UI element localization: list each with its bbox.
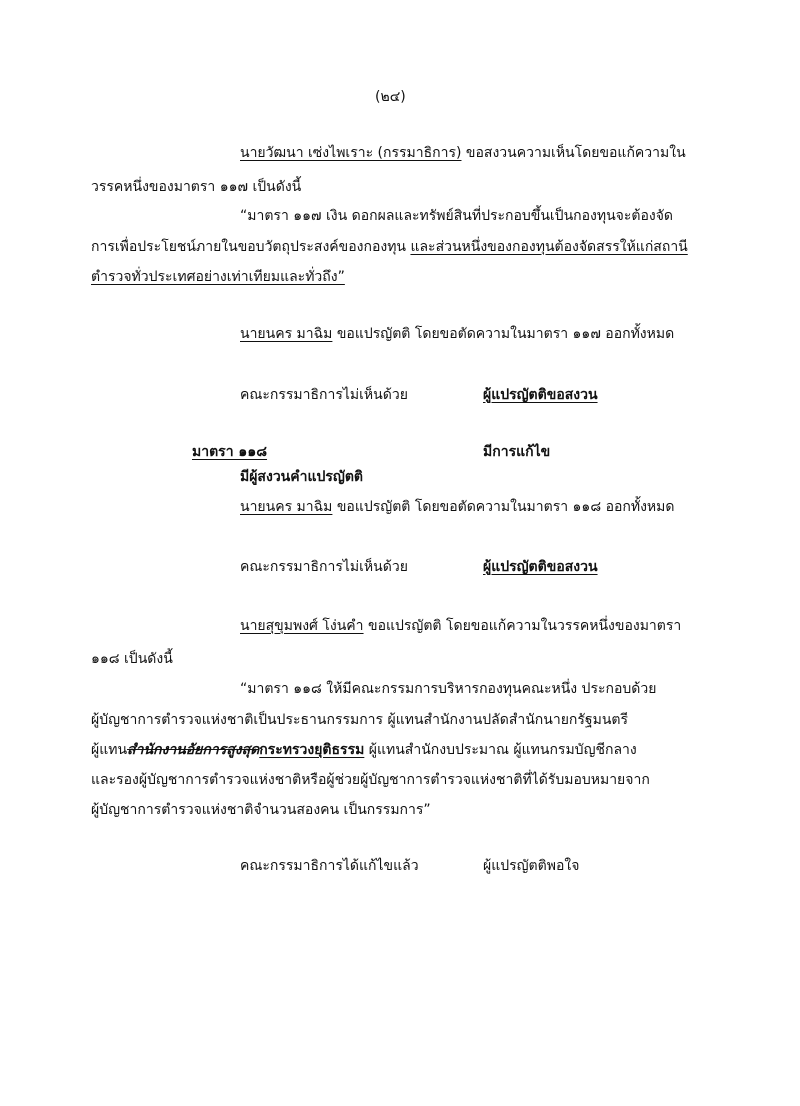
section-status: มีการแก้ไข (483, 444, 551, 460)
amendment-3-line (240, 496, 674, 518)
quote-text: ผู้แทน (91, 742, 128, 758)
member-name: นายวัฒนา เซ่งไพเราะ (กรรมาธิการ) (240, 145, 462, 161)
committee-decision: คณะกรรมาธิการไม่เห็นด้วย (240, 559, 408, 575)
quote-line (91, 739, 637, 761)
member-name: นายสุขุมพงศ์ โง่นคำ (240, 618, 364, 634)
mover-status: ผู้แปรญัตติพอใจ (483, 858, 580, 874)
committee-decision: คณะกรรมาธิการไม่เห็นด้วย (240, 387, 408, 403)
quote-line: “มาตรา ๑๑๘ ให้มีคณะกรรมการบริหารกองทุนคณะหนึ่ง ประกอบด้วย (240, 681, 657, 697)
amendment-4-line-1 (240, 615, 681, 637)
mover-status: ผู้แปรญัตติขอสงวน (483, 387, 598, 403)
mover-status: ผู้แปรญัตติขอสงวน (483, 559, 598, 575)
quote-line (91, 236, 688, 258)
amendment-text: ขอสงวนความเห็นโดยขอแก้ความใน (461, 145, 686, 161)
amendment-text: ขอแปรญัตติ โดยขอตัดความในมาตรา ๑๑๗ ออกทั้งหมด (332, 326, 675, 342)
amendment-text: ขอแปรญัตติ โดยขอตัดความในมาตรา ๑๑๘ ออกทั้งหมด (332, 499, 675, 515)
quote-line: “มาตรา ๑๑๗ เงิน ดอกผลและทรัพย์สินที่ประกอบขึ้นเป็นกองทุนจะต้องจัด (240, 208, 674, 224)
section-subheading: มีผู้สงวนคำแปรญัตติ (240, 469, 364, 485)
section-heading: มาตรา ๑๑๘ (192, 444, 268, 460)
quote-line: และรองผู้บัญชาการตำรวจแห่งชาติหรือผู้ช่วยผู้บัญชาการตำรวจแห่งชาติที่ได้รับมอบหมายจาก (91, 772, 650, 788)
underlined-insertion: กระทรวงยุติธรรม (259, 742, 365, 758)
committee-decision: คณะกรรมาธิการได้แก้ไขแล้ว (240, 858, 419, 874)
quote-text: ผู้แทนสำนักงบประมาณ ผู้แทนกรมบัญชีกลาง (364, 742, 637, 758)
amendment-1-line-2: วรรคหนึ่งของมาตรา ๑๑๗ เป็นดังนี้ (91, 179, 302, 195)
amendment-text: ขอแปรญัตติ โดยขอแก้ความในวรรคหนึ่งของมาตรา (363, 618, 682, 634)
quote-line: ผู้บัญชาการตำรวจแห่งชาติเป็นประธานกรรมการ ผู้แทนสำนักงานปลัดสำนักนายกรัฐมนตรี (91, 712, 629, 728)
amendment-4-line-2: ๑๑๘ เป็นดังนี้ (91, 651, 173, 667)
amendment-2-line (240, 323, 674, 345)
struck-text: สำนักงานอัยการสูงสุด (127, 742, 260, 758)
page-number: (๒๔) (375, 89, 406, 105)
amendment-1-line-1 (240, 142, 686, 164)
underlined-insertion: ตำรวจทั่วประเทศอย่างเท่าเทียมและทั่วถึง” (91, 269, 345, 285)
underlined-insertion: และส่วนหนึ่งของกองทุนต้องจัดสรรให้แก่สถานี (410, 239, 688, 255)
quote-line: ผู้บัญชาการตำรวจแห่งชาติจำนวนสองคน เป็นกรรมการ” (91, 802, 431, 818)
quote-text: การเพื่อประโยชน์ภายในขอบวัตถุประสงค์ของกองทุน (91, 239, 411, 255)
member-name: นายนคร มาฉิม (240, 326, 333, 342)
member-name: นายนคร มาฉิม (240, 499, 333, 515)
